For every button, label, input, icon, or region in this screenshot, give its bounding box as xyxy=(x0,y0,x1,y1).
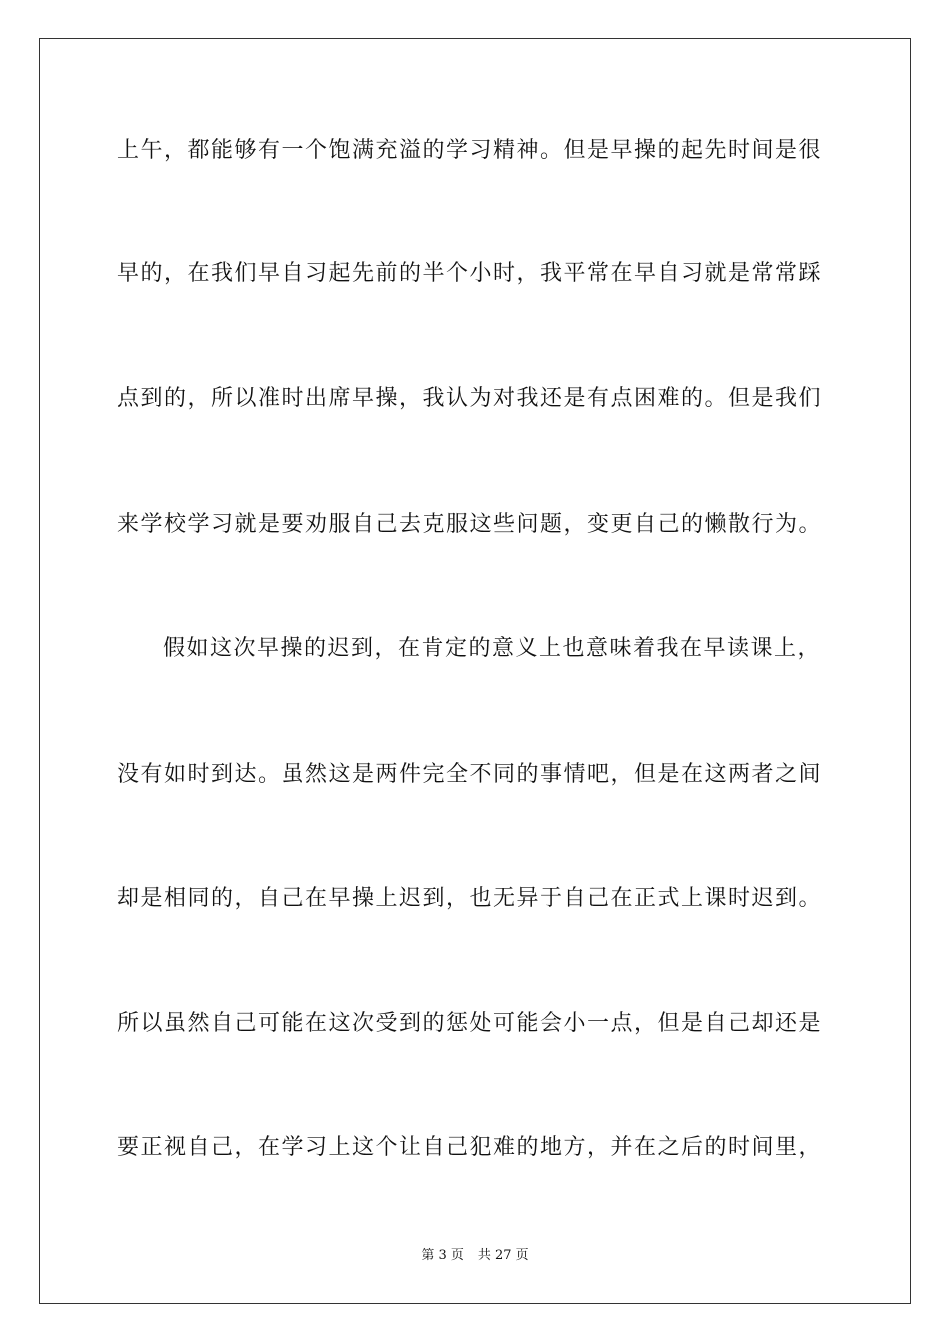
text-line-4: 来学校学习就是要劝服自己去克服这些问题，变更自己的懒散行为。 xyxy=(117,512,823,537)
text-line-2: 早的，在我们早自习起先前的半个小时，我平常在早自习就是常常踩 xyxy=(117,261,823,286)
text-line-7: 却是相同的，自己在早操上迟到，也无异于自己在正式上课时迟到。 xyxy=(117,886,823,911)
text-line-8: 所以虽然自己可能在这次受到的惩处可能会小一点，但是自己却还是 xyxy=(117,1011,823,1036)
total-pages: 共 27 页 xyxy=(477,1248,529,1263)
page-border xyxy=(39,38,911,1304)
text-line-5-paragraph-start: 假如这次早操的迟到，在肯定的意义上也意味着我在早读课上， xyxy=(163,636,822,661)
page-footer xyxy=(0,1248,950,1264)
text-line-6: 没有如时到达。虽然这是两件完全不同的事情吧，但是在这两者之间 xyxy=(117,762,823,787)
page-number: 第 3 页 xyxy=(421,1248,464,1263)
text-line-9: 要正视自己，在学习上这个让自己犯难的地方，并在之后的时间里， xyxy=(117,1135,823,1160)
text-line-1: 上午，都能够有一个饱满充溢的学习精神。但是早操的起先时间是很 xyxy=(117,138,823,163)
text-line-3: 点到的，所以准时出席早操，我认为对我还是有点困难的。但是我们 xyxy=(117,386,823,411)
